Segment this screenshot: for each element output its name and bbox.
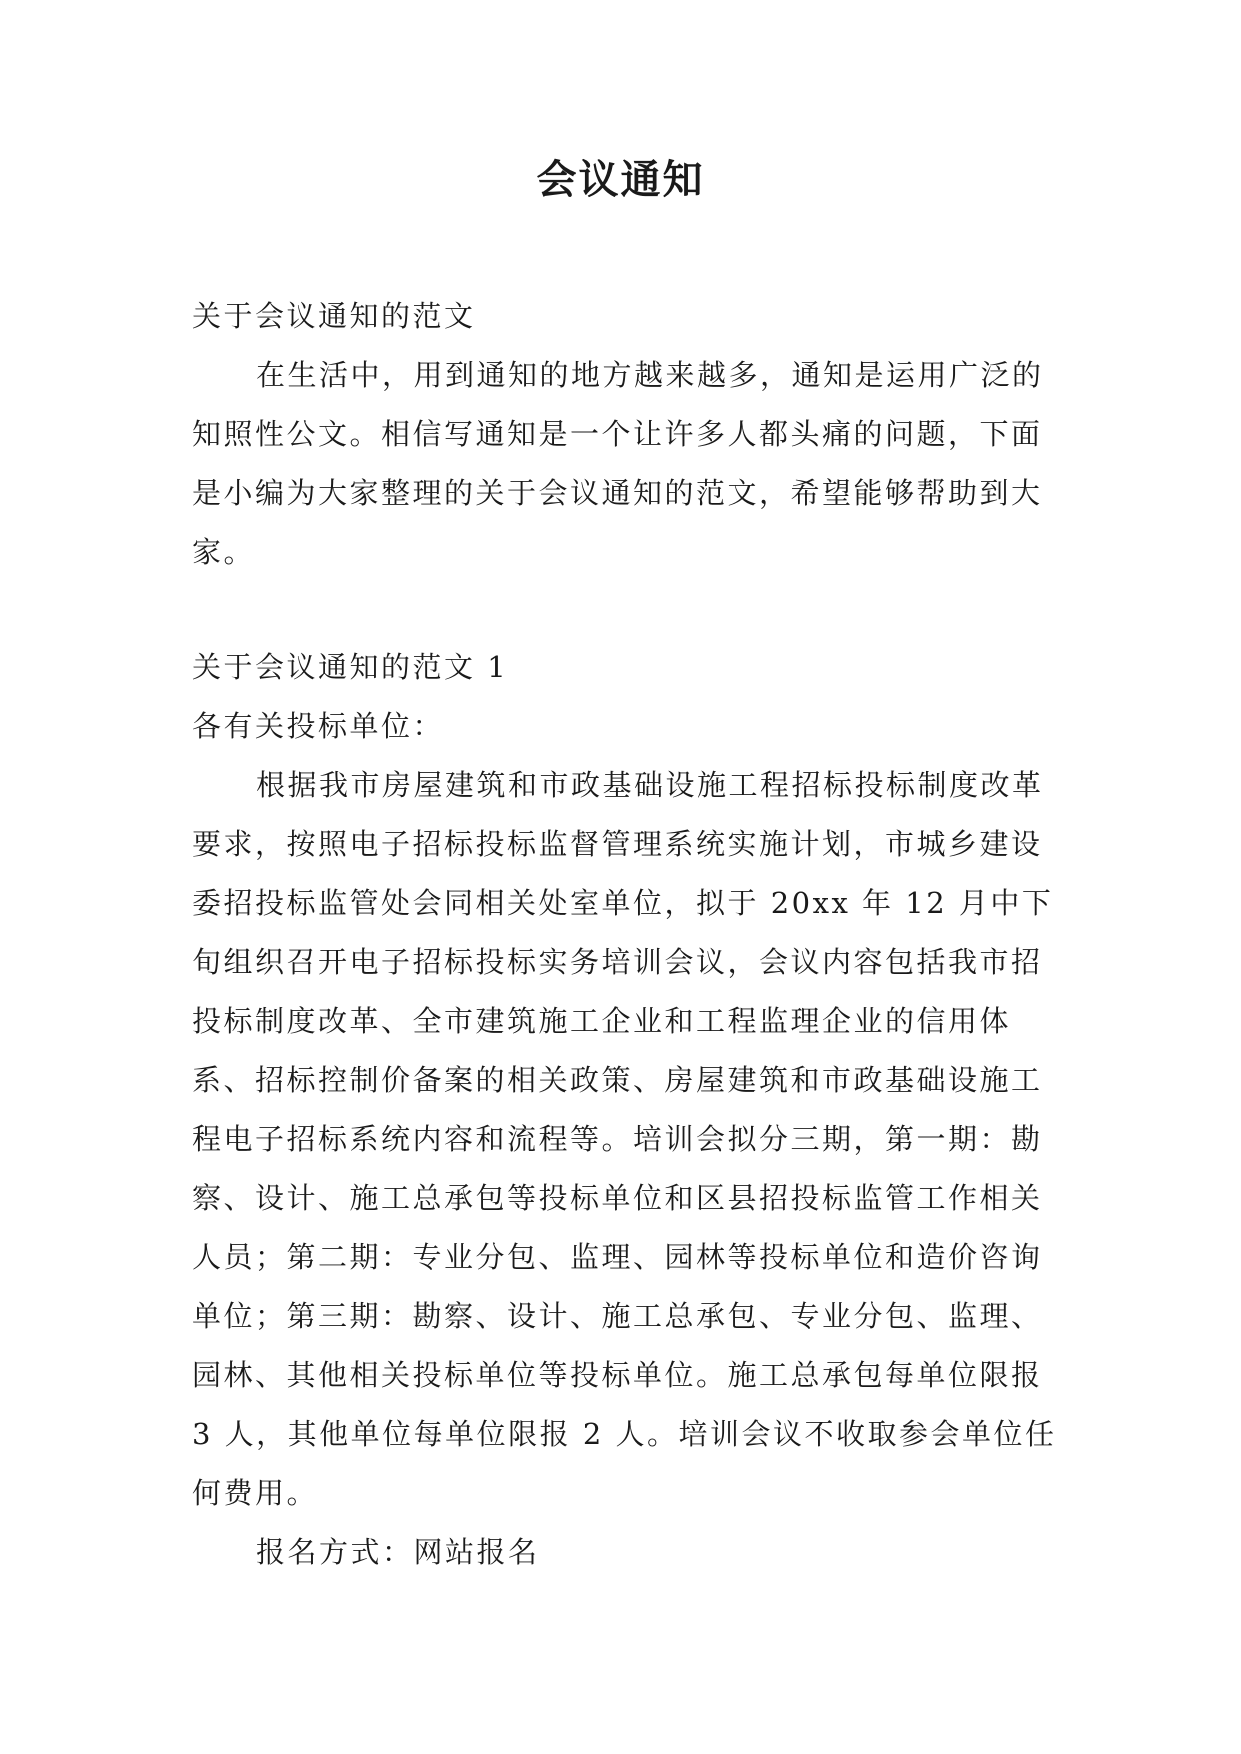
section-1 xyxy=(192,638,1072,1582)
subtitle: 关于会议通知的范文 xyxy=(192,299,476,333)
section-heading: 关于会议通知的范文 1 xyxy=(192,650,509,684)
section-body-paragraph: 根据我市房屋建筑和市政基础设施工程招标投标制度改革要求，按照电子招标投标监督管理系统实施计划，市城乡建设委招投标监管处会同相关处室单位，拟于 20xx 年 12 月中下旬组织召开电子招标投标实务培训会议，会议内容包括我市招投标制度改革、全市建筑施工企业和工程监理企业的信用体系、招标控制价备案的相关政策、房屋建筑和市政基础设施工程电子招标系统内容和流程等。培训会拟分三期，第一期：勘察、设计、施工总承包等投标单位和区县招投标监管工作相关人员；第二期：专业分包、监理、园林等投标单位和造价咨询单位；第三期：勘察、设计、施工总承包、专业分包、监理、园林、其他相关投标单位等投标单位。施工总承包每单位限报 3 人，其他单位每单位限报 2 人。培训会议不收取参会单位任何费用。 xyxy=(192,768,1057,1510)
intro-paragraph: 在生活中，用到通知的地方越来越多，通知是运用广泛的知照性公文。相信写通知是一个让许多人都头痛的问题，下面是小编为大家整理的关于会议通知的范文，希望能够帮助到大家。 xyxy=(192,358,1044,569)
salutation: 各有关投标单位： xyxy=(192,709,445,743)
registration-line: 报名方式：网站报名 xyxy=(256,1535,540,1569)
intro-block xyxy=(192,287,1072,582)
document-title: 会议通知 xyxy=(536,157,705,203)
